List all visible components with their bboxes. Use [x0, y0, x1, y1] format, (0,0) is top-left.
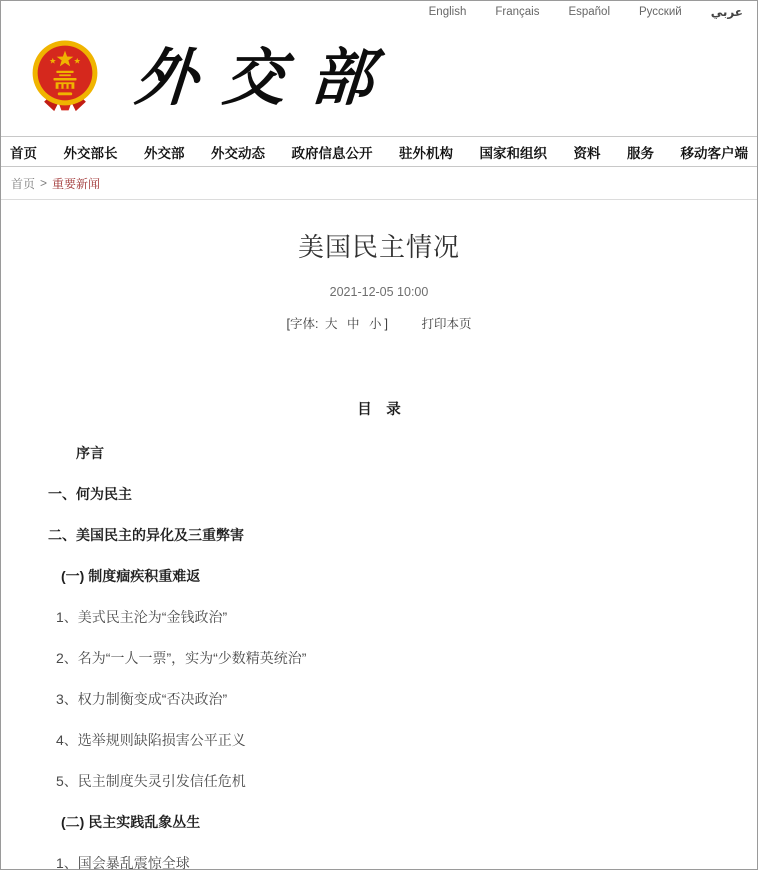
toc-line-preface: 序言	[76, 445, 104, 461]
lang-link-russian[interactable]: Русский	[639, 6, 682, 18]
toc-line-section-1: 一、何为民主	[48, 486, 132, 502]
lang-link-spanish[interactable]: Español	[568, 6, 611, 18]
font-size-medium-button[interactable]: 中	[346, 317, 360, 331]
nav-item-missions[interactable]: 驻外机构	[399, 145, 453, 161]
breadcrumb-separator: >	[40, 176, 48, 190]
page-title: 美国民主情况	[297, 232, 460, 262]
article-tools	[1, 314, 757, 332]
ministry-logo-calligraphy[interactable]: 外交部	[132, 41, 402, 114]
nav-item-home[interactable]: 首页	[10, 145, 37, 161]
toc-line-item-2-1: 1、国会暴乱震惊全球	[56, 855, 190, 871]
table-of-contents	[1, 446, 757, 870]
site-header	[1, 20, 757, 136]
font-size-large-button[interactable]: 大	[324, 317, 338, 331]
breadcrumb	[1, 167, 757, 200]
toc-line-item-1-5: 5、民主制度失灵引发信任危机	[56, 773, 246, 789]
breadcrumb-current: 重要新闻	[52, 176, 101, 191]
breadcrumb-home-link[interactable]: 首页	[11, 176, 36, 191]
toc-title: 目 录	[357, 402, 401, 418]
nav-item-ministry[interactable]: 外交部	[144, 145, 185, 161]
main-nav	[1, 136, 757, 167]
lang-link-arabic[interactable]: عربي	[710, 5, 743, 19]
toc-line-item-1-2: 2、名为“一人一票”，实为“少数精英统治”	[56, 650, 307, 666]
nav-item-countries[interactable]: 国家和组织	[479, 145, 547, 161]
nav-item-gov-info[interactable]: 政府信息公开	[291, 145, 373, 161]
lang-link-english[interactable]: English	[428, 6, 467, 18]
nav-item-resources[interactable]: 资料	[573, 145, 601, 161]
toc-line-item-1-3: 3、权力制衡变成“否决政治”	[56, 691, 228, 707]
toc-line-section-2: 二、美国民主的异化及三重弊害	[48, 527, 244, 543]
toc-line-subsection-1: (一) 制度痼疾积重难返	[61, 568, 201, 584]
font-size-small-button[interactable]: 小	[368, 317, 382, 331]
font-size-label-close: ]	[384, 317, 388, 331]
toc-line-subsection-2: (二) 民主实践乱象丛生	[61, 814, 201, 830]
article-date: 2021-12-05 10:00	[329, 285, 429, 299]
nav-item-mobile-app[interactable]: 移动客户端	[680, 145, 748, 161]
nav-item-activities[interactable]: 外交动态	[211, 145, 265, 161]
toc-line-item-1-1: 1、美式民主沦为“金钱政治”	[56, 609, 228, 625]
article	[1, 200, 757, 870]
print-page-button[interactable]: 打印本页	[421, 317, 472, 331]
lang-link-french[interactable]: Français	[495, 6, 540, 18]
language-bar	[1, 1, 757, 20]
nav-item-services[interactable]: 服务	[627, 145, 654, 161]
prc-national-emblem-icon[interactable]	[29, 39, 101, 117]
toc-line-item-1-4: 4、选举规则缺陷损害公平正义	[56, 732, 246, 748]
nav-item-minister[interactable]: 外交部长	[63, 145, 118, 161]
font-size-label: [字体:	[286, 317, 319, 331]
